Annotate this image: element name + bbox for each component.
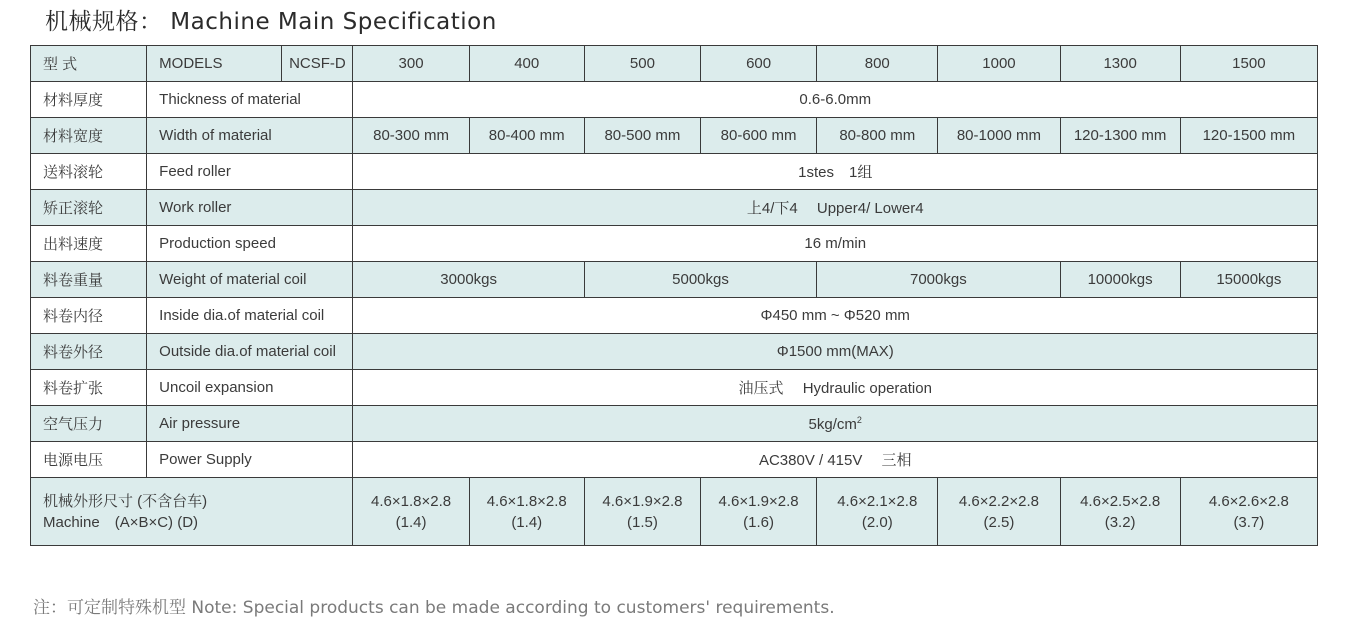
row-label-cn: 矫正滚轮 [31,190,147,226]
row-label-en: Inside dia.of material coil [147,298,353,334]
row-thickness [31,82,1318,118]
row-label-cn: 空气压力 [31,406,147,442]
dims-value: 4.6×2.5×2.8 [1080,492,1161,510]
row-value: AC380V / 415V 三相 [353,442,1318,478]
row-label-cn: 材料宽度 [31,118,147,154]
width-cell: 80-1000 mm [938,118,1060,154]
model-cell: 400 [469,46,584,82]
row-label-cn: 电源电压 [31,442,147,478]
row-value: 0.6-6.0mm [353,82,1318,118]
row-coil-weight [31,262,1318,298]
weight-cell: 10000kgs [1060,262,1180,298]
model-cell: 1300 [1060,46,1180,82]
row-value: 上4/下4 Upper4/ Lower4 [353,190,1318,226]
row-label-en: Work roller [147,190,353,226]
width-cell: 120-1500 mm [1180,118,1317,154]
row-value: 油压式 Hydraulic operation [353,370,1318,406]
row-uncoil-expansion [31,370,1318,406]
model-cell: 1000 [938,46,1060,82]
dims-weight: (2.5) [983,513,1015,531]
dims-weight: (1.4) [395,513,427,531]
row-inside-dia [31,298,1318,334]
dims-weight: (2.0) [861,513,893,531]
row-label-cn: 料卷外径 [31,334,147,370]
dims-cell [469,478,584,546]
dims-value: 4.6×1.9×2.8 [718,492,799,510]
row-label-en: Weight of material coil [147,262,353,298]
machine-label-en: Machine (A×B×C) (D) [43,513,199,531]
row-value [353,406,1318,442]
row-label-en: Power Supply [147,442,353,478]
width-cell: 120-1300 mm [1060,118,1180,154]
width-cell: 80-800 mm [817,118,938,154]
row-outside-dia [31,334,1318,370]
weight-cell: 5000kgs [584,262,816,298]
dims-cell [1060,478,1180,546]
row-label-en: Uncoil expansion [147,370,353,406]
model-cell: 500 [584,46,700,82]
header-cn: 型 式 [31,46,147,82]
width-cell: 80-400 mm [469,118,584,154]
row-label-cn: 送料滚轮 [31,154,147,190]
dims-cell [938,478,1060,546]
row-label-en: Production speed [147,226,353,262]
dims-value: 4.6×1.8×2.8 [371,492,452,510]
width-cell: 80-600 mm [701,118,817,154]
row-label-cn: 料卷扩张 [31,370,147,406]
row-production-speed [31,226,1318,262]
header-series: NCSF-D [282,46,353,82]
air-pressure-value: 5kg/cm [808,415,857,433]
model-cell: 800 [817,46,938,82]
spec-table [30,45,1318,546]
dims-weight: (1.6) [743,513,774,531]
row-label-en: Feed roller [147,154,353,190]
dims-cell [584,478,700,546]
dims-value: 4.6×2.6×2.8 [1208,492,1289,510]
footnote: 注：可定制特殊机型 Note: Special products can be made according to customers' requirements. [33,598,835,618]
width-cell: 80-500 mm [584,118,700,154]
dims-weight: (3.2) [1104,513,1136,531]
row-value: Φ450 mm ~ Φ520 mm [353,298,1318,334]
row-label-cn: 料卷重量 [31,262,147,298]
header-en: MODELS [147,46,282,82]
dims-weight: (1.5) [626,513,658,531]
row-label-en: Air pressure [147,406,353,442]
row-label-en: Width of material [147,118,353,154]
row-label-cn: 出料速度 [31,226,147,262]
air-pressure-superscript: 2 [856,414,862,425]
row-label-cn: 料卷内径 [31,298,147,334]
dims-cell [353,478,469,546]
row-value: 16 m/min [353,226,1318,262]
dims-cell [701,478,817,546]
row-width [31,118,1318,154]
header-row [31,46,1318,82]
dims-value: 4.6×2.2×2.8 [958,492,1039,510]
weight-cell: 3000kgs [353,262,584,298]
dims-cell [1180,478,1317,546]
row-label-en: Thickness of material [147,82,353,118]
dims-value: 4.6×2.1×2.8 [837,492,918,510]
row-machine-dims [31,478,1318,546]
dims-value: 4.6×1.9×2.8 [602,492,683,510]
width-cell: 80-300 mm [353,118,469,154]
row-value: 1stes 1组 [353,154,1318,190]
dims-value: 4.6×1.8×2.8 [486,492,567,510]
machine-label [31,478,353,546]
weight-cell: 7000kgs [817,262,1060,298]
model-cell: 600 [701,46,817,82]
row-air-pressure [31,406,1318,442]
row-work-roller [31,190,1318,226]
weight-cell: 15000kgs [1180,262,1317,298]
machine-label-cn: 机械外形尺寸 (不含台车) [43,492,208,510]
row-feed-roller [31,154,1318,190]
row-value: Φ1500 mm(MAX) [353,334,1318,370]
dims-weight: (3.7) [1233,513,1265,531]
model-cell: 300 [353,46,469,82]
row-label-en: Outside dia.of material coil [147,334,353,370]
row-label-cn: 材料厚度 [31,82,147,118]
row-power-supply [31,442,1318,478]
dims-cell [817,478,938,546]
dims-weight: (1.4) [511,513,543,531]
page-title: 机械规格： Machine Main Specification [45,9,497,35]
model-cell: 1500 [1180,46,1317,82]
